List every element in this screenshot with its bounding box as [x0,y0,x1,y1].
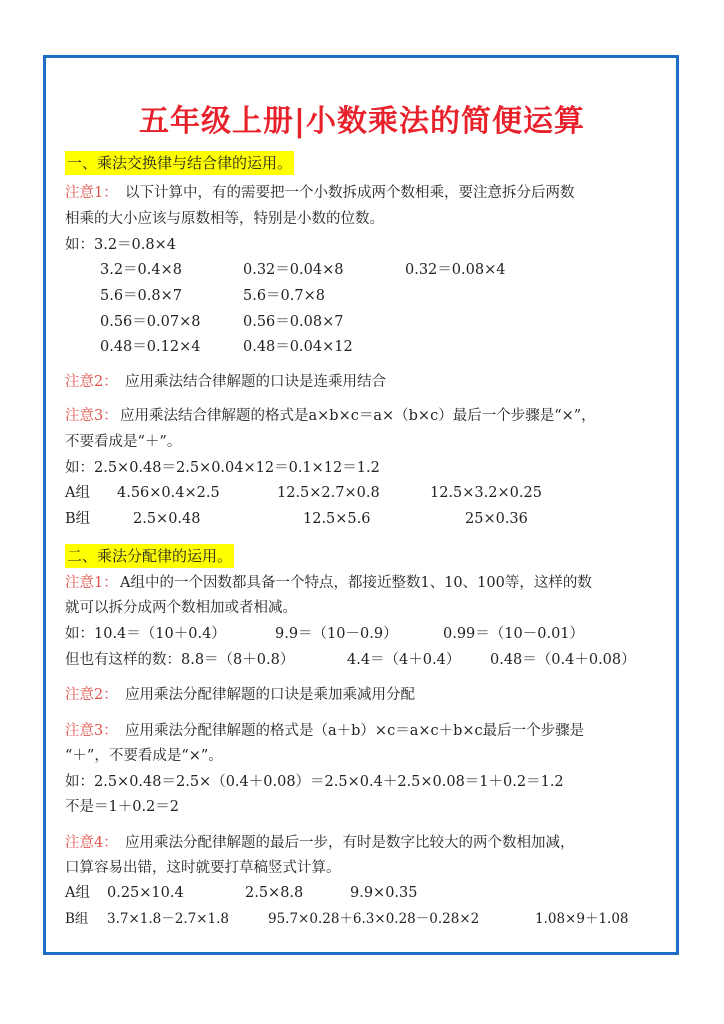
exercise-item: 9.9×0.35 [350,885,418,901]
note-text: “＋”，不要看成是“×”。 [65,748,223,764]
page-title: 五年级上册|小数乘法的简便运算 [139,104,585,139]
example-item: 9.9＝（10－0.9） [275,626,398,642]
note-text: 就可以拆分成两个数相加或者相减。 [65,600,297,616]
example-text: 不是＝1＋0.2＝2 [65,799,180,815]
exercise-item: 2.5×8.8 [245,885,304,901]
group-label: B组 [65,911,89,927]
note-text: 相乘的大小应该与原数相等，特别是小数的位数。 [65,211,384,227]
example-item: 5.6＝0.8×7 [100,288,182,304]
example-item: 0.32＝0.08×4 [405,262,506,278]
exercise-item: 1.08×9＋1.08 [535,911,629,927]
exercise-item: 0.25×10.4 [107,885,184,901]
example-item: 0.48＝0.04×12 [243,339,353,355]
exercise-item: 25×0.36 [465,511,528,527]
note-text: 应用乘法分配律解题的口诀是乘加乘减用分配 [125,687,415,703]
note-text: 应用乘法结合律解题的格式是a×b×c＝a×（b×c）最后一个步骤是“×”， [120,408,596,424]
group-label: B组 [65,511,91,527]
example-item: 0.48＝0.12×4 [100,339,201,355]
note-label: 注意2： [65,687,118,703]
example-item: 但也有这样的数：8.8＝（8＋0.8） [65,652,295,668]
example-text: 如：3.2＝0.8×4 [65,237,176,253]
group-label: A组 [65,885,90,901]
note-label: 注意4： [65,835,118,851]
example-text: 如：2.5×0.48＝2.5×（0.4＋0.08）＝2.5×0.4＋2.5×0.08＝1＋0.2＝1.2 [65,774,564,790]
note-text: 以下计算中，有的需要把一个小数拆成两个数相乘，要注意拆分后两数 [125,185,575,201]
example-item: 0.56＝0.07×8 [100,314,201,330]
exercise-item: 3.7×1.8－2.7×1.8 [107,911,230,927]
example-item: 0.32＝0.04×8 [243,262,344,278]
group-label: A组 [65,485,90,501]
note-text: A组中的一个因数都具备一个特点，都接近整数1、10、100等，这样的数 [120,575,592,591]
section-heading-text: 二、乘法分配律的运用。 [65,544,234,568]
note-label: 注意3： [65,408,118,424]
exercise-item: 12.5×2.7×0.8 [277,485,380,501]
note-label: 注意2： [65,374,118,390]
example-item: 0.48＝（0.4＋0.08） [490,652,636,668]
note-text: 不要看成是“＋”。 [65,434,182,450]
section-heading-text: 一、乘法交换律与结合律的运用。 [65,151,294,175]
exercise-item: 12.5×5.6 [303,511,371,527]
note-text: 应用乘法分配律解题的格式是（a＋b）×c＝a×c＋b×c最后一个步骤是 [125,723,585,739]
note-text: 口算容易出错，这时就要打草稿竖式计算。 [65,860,341,876]
exercise-item: 2.5×0.48 [133,511,201,527]
note-label: 注意1： [65,185,118,201]
exercise-item: 4.56×0.4×2.5 [117,485,220,501]
example-item: 0.56＝0.08×7 [243,314,344,330]
note-label: 注意3： [65,723,118,739]
note-text: 应用乘法分配律解题的最后一步，有时是数字比较大的两个数相加减， [125,835,575,851]
exercise-item: 95.7×0.28＋6.3×0.28－0.28×2 [268,911,480,927]
example-item: 3.2＝0.4×8 [100,262,182,278]
example-item: 4.4＝（4＋0.4） [347,652,461,668]
example-text: 如：2.5×0.48＝2.5×0.04×12＝0.1×12＝1.2 [65,460,380,476]
exercise-item: 12.5×3.2×0.25 [430,485,542,501]
example-item: 如：10.4＝（10＋0.4） [65,626,226,642]
note-label: 注意1： [65,575,118,591]
example-item: 5.6＝0.7×8 [243,288,325,304]
example-item: 0.99＝（10－0.01） [443,626,585,642]
note-text: 应用乘法结合律解题的口诀是连乘用结合 [125,374,386,390]
